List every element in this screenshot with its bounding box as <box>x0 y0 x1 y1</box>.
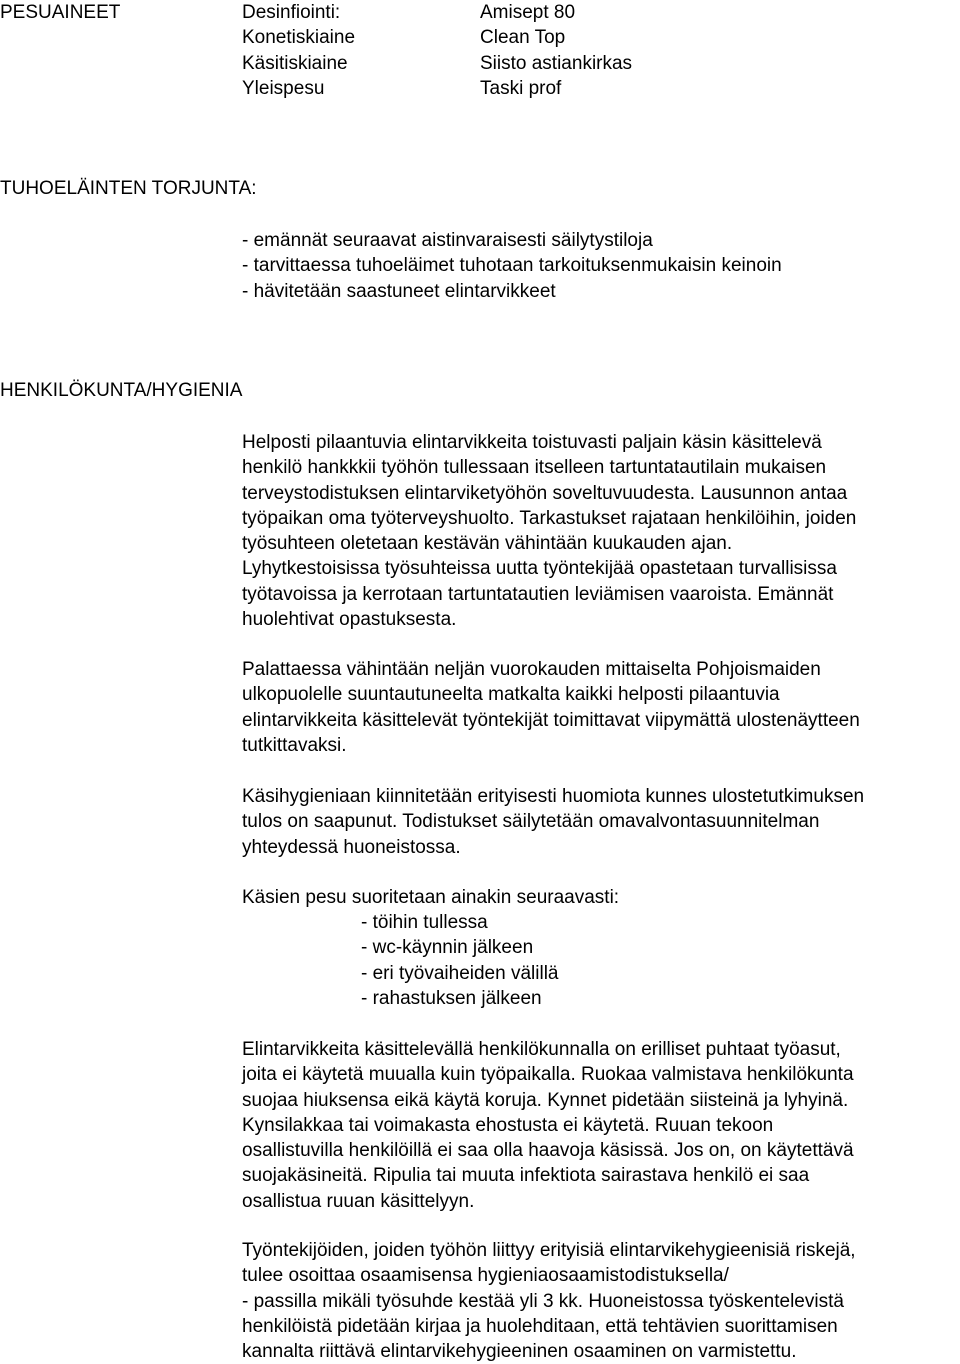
paragraph-kasihygienia <box>242 784 958 860</box>
paragraph-line: - passilla mikäli työsuhde kestää yli 3 kk. Huoneistossa työskentelevistä <box>242 1290 844 1312</box>
paragraph-line: tutkittavaksi. <box>242 734 347 756</box>
pesuaine-product: Clean Top <box>480 27 566 49</box>
pesuaine-product: Taski prof <box>480 77 562 99</box>
paragraph-line: henkilöistä pidetään kirjaa ja huolehditaan, että tehtävien suorittamisen <box>242 1315 838 1337</box>
paragraph-line: suojaa hiuksensa eikä käytä koruja. Kynnet pidetään siisteinä ja lyhyinä. <box>242 1089 849 1111</box>
pesuaine-type: Yleispesu <box>242 77 325 99</box>
paragraph-line: ulkopuolelle suuntautuneelta matkalta kaikki helposti pilaantuvia <box>242 684 780 706</box>
paragraph-line: Käsihygieniaan kiinnitetään erityisesti huomiota kunnes ulostetutkimuksen <box>242 786 865 807</box>
list-item: - hävitetään saastuneet elintarvikkeet <box>242 280 556 302</box>
paragraph-line: elintarvikkeita käsittelevät työntekijät toimittavat viipymättä ulostenäytteen <box>242 709 860 731</box>
paragraph-line: Lyhytkestoisissa työsuhteissa uutta työntekijää opastetaan turvallisissa <box>242 558 837 580</box>
paragraph-line: työsuhteen oletetaan kestävän vähintään kuukauden ajan. <box>242 533 733 555</box>
list-item: - emännät seuraavat aistinvaraisesti säilytystiloja <box>242 230 653 251</box>
list-item: - eri työvaiheiden välillä <box>361 962 559 984</box>
handwash-intro: Käsien pesu suoritetaan ainakin seuraavasti: <box>242 887 620 908</box>
paragraph-line: huolehtivat opastuksesta. <box>242 609 457 631</box>
handwash-list <box>361 910 559 1011</box>
paragraph-tyoasut <box>242 1037 958 1214</box>
pesuaine-product: Amisept 80 <box>480 2 576 23</box>
tuholaiset-list <box>242 228 782 304</box>
paragraph-line: työtavoissa ja kerrotaan tartuntatautien leviämisen vaaroista. Emännät <box>242 583 834 605</box>
paragraph-line: kannalta riittävä elintarvikehygieeninen osaaminen on varmistettu. <box>242 1341 797 1363</box>
pesuaine-type: Desinfiointi: <box>242 2 341 23</box>
paragraph-line: tulee osoittaa osaamisensa hygieniaosaamistodistuksella/ <box>242 1265 729 1287</box>
pesuaine-type: Käsitiskiaine <box>242 52 348 74</box>
paragraph-line: henkilö hankkkii työhön tullessaan itselleen tartuntatautilain mukaisen <box>242 457 827 479</box>
paragraph-matka <box>242 657 958 758</box>
paragraph-line: terveystodistuksen elintarviketyöhön soveltuvuudesta. Lausunnon antaa <box>242 482 848 504</box>
paragraph-line: työpaikan oma työterveyshuolto. Tarkastukset rajataan henkilöihin, joiden <box>242 507 857 529</box>
pesuaine-product: Siisto astiankirkas <box>480 52 633 74</box>
paragraph-line: yhteydessä huoneistossa. <box>242 836 461 858</box>
list-item: - töihin tullessa <box>361 912 488 933</box>
paragraph-line: Työntekijöiden, joiden työhön liittyy erityisiä elintarvikehygieenisiä riskejä, <box>242 1240 856 1261</box>
paragraph-line: osallistuvilla henkilöillä ei saa olla haavoja käsissä. Jos on, on käytettävä <box>242 1140 854 1162</box>
pesuaine-type: Konetiskiaine <box>242 27 356 49</box>
paragraph-line: Elintarvikkeita käsittelevällä henkilökunnalla on erilliset puhtaat työasut, <box>242 1039 841 1060</box>
paragraph-line: joita ei käytetä muualla kuin työpaikalla. Ruokaa valmistava henkilökunta <box>242 1064 854 1086</box>
paragraph-line: Helposti pilaantuvia elintarvikkeita toistuvasti paljain käsin käsittelevä <box>242 432 822 453</box>
paragraph-line: Kynsilakkaa tai voimakasta ehostusta ei käytetä. Ruuan tekoon <box>242 1114 774 1136</box>
paragraph-line: Palattaessa vähintään neljän vuorokauden mittaiselta Pohjoismaiden <box>242 659 821 680</box>
paragraph-line: suojakäsineitä. Ripulia tai muuta infektiota sairastava henkilö ei saa <box>242 1165 810 1187</box>
henkilokunta-heading: HENKILÖKUNTA/HYGIENIA <box>0 380 243 401</box>
pesuaineet-heading: PESUAINEET <box>0 2 121 23</box>
paragraph-hygieniapassi <box>242 1238 958 1364</box>
paragraph-line: tulos on saapunut. Todistukset säilytetään omavalvontasuunnitelman <box>242 811 820 833</box>
list-item: - wc-käynnin jälkeen <box>361 937 534 959</box>
pesuaineet-products <box>480 0 632 101</box>
pesuaineet-types <box>242 0 355 101</box>
tuholaiset-heading: TUHOELÄINTEN TORJUNTA: <box>0 178 257 199</box>
list-item: - rahastuksen jälkeen <box>361 987 542 1009</box>
paragraph-line: osallistua ruuan käsittelyyn. <box>242 1190 475 1212</box>
paragraph-terveystodistus <box>242 430 958 632</box>
list-item: - tarvittaessa tuhoeläimet tuhotaan tarkoituksenmukaisin keinoin <box>242 255 782 277</box>
